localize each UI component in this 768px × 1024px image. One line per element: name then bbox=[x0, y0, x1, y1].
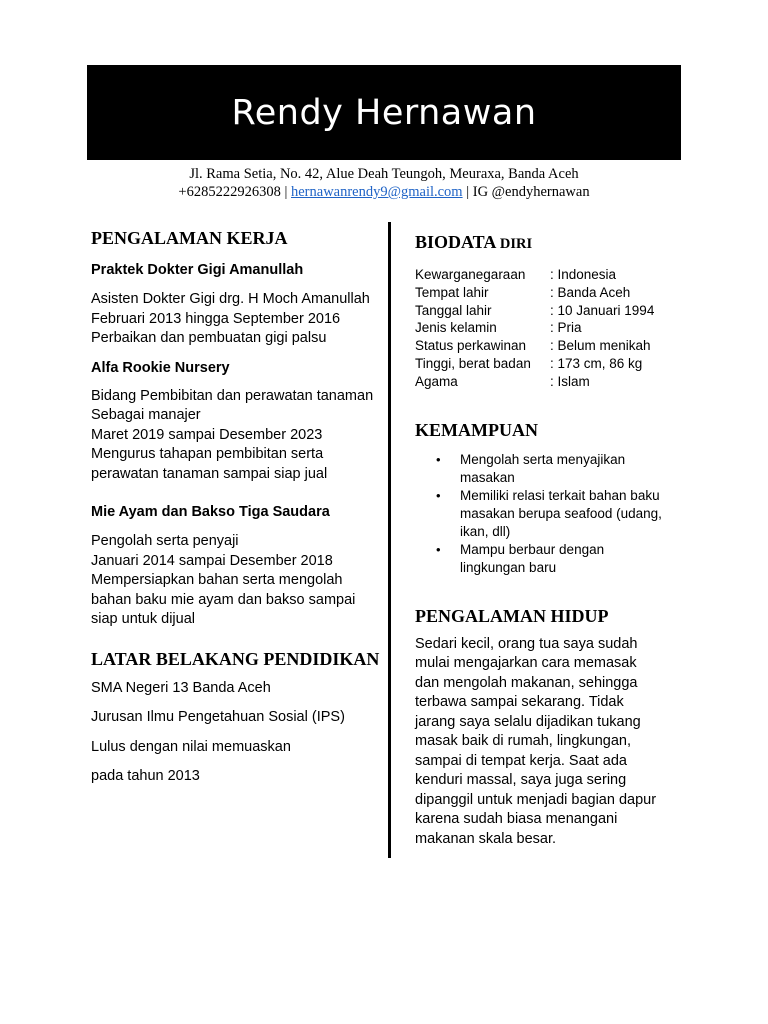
education-line: SMA Negeri 13 Banda Aceh bbox=[91, 679, 271, 696]
bio-value: : Pria bbox=[550, 320, 582, 336]
education-line: Jurusan Ilmu Pengetahuan Sosial (IPS) bbox=[91, 709, 345, 725]
bio-label: Status perkawinan bbox=[415, 338, 527, 354]
phone: +6285222926308 | bbox=[178, 184, 288, 200]
header-bar bbox=[87, 65, 681, 160]
job-line: bahan baku mie ayam dan bakso sampai bbox=[91, 591, 356, 608]
life-line: jarang saya selalu dijadikan tukang bbox=[415, 713, 641, 730]
job-line: perawatan tanaman sampai siap jual bbox=[91, 465, 328, 482]
life-line: karena sudah biasa menangani bbox=[415, 811, 618, 828]
bio-label: Tanggal lahir bbox=[415, 302, 492, 318]
life-line: sampai di tempat kerja. Saat ada bbox=[415, 752, 627, 769]
life-line: masak baik di rumah, lingkungan, bbox=[415, 733, 632, 750]
bio-value: : 10 Januari 1994 bbox=[550, 302, 655, 318]
bullet-icon: • bbox=[436, 541, 441, 557]
bio-table bbox=[415, 266, 677, 391]
bio-row bbox=[415, 319, 677, 337]
contact-line bbox=[87, 183, 681, 201]
job-line: Maret 2019 sampai Desember 2023 bbox=[91, 426, 323, 443]
contact-info bbox=[87, 165, 681, 201]
skill-line: Mengolah serta menyajikan bbox=[460, 451, 626, 467]
bio-value: : Indonesia bbox=[550, 267, 617, 282]
job-entry bbox=[91, 260, 387, 349]
bio-row bbox=[415, 373, 677, 391]
life-line: dipanggil untuk menjadi bagian dapur bbox=[415, 791, 657, 808]
bio-label: Tempat lahir bbox=[415, 284, 489, 300]
skill-line: masakan bbox=[460, 469, 515, 485]
education-line: pada tahun 2013 bbox=[91, 768, 200, 784]
bio-label: Tinggi, berat badan bbox=[415, 355, 531, 371]
job-line: Februari 2013 hingga September 2016 bbox=[91, 310, 341, 327]
list-item bbox=[415, 541, 677, 577]
bio-value: : Belum menikah bbox=[550, 338, 651, 354]
job-line: Pengolah serta penyaji bbox=[91, 533, 239, 549]
bullet-icon: • bbox=[436, 451, 441, 467]
skill-line: Mampu berbaur dengan bbox=[460, 541, 605, 557]
job-line: siap untuk dijual bbox=[91, 611, 195, 627]
job-entry bbox=[91, 358, 387, 485]
job-line: Sebagai manajer bbox=[91, 407, 201, 423]
life-paragraph bbox=[415, 635, 677, 850]
life-line: Sedari kecil, orang tua saya sudah bbox=[415, 635, 638, 652]
right-column bbox=[415, 226, 677, 849]
bio-value: : Banda Aceh bbox=[550, 284, 631, 300]
address: Jl. Rama Setia, No. 42, Alue Deah Teungoh, Meuraxa, Banda Aceh bbox=[189, 166, 579, 182]
column-divider bbox=[388, 222, 391, 858]
life-line: makanan skala besar. bbox=[415, 830, 557, 847]
bio-value: : 173 cm, 86 kg bbox=[550, 355, 643, 371]
bio-row bbox=[415, 302, 677, 320]
bio-label: Agama bbox=[415, 373, 458, 389]
bullet-icon: • bbox=[436, 487, 441, 503]
work-section-title: PENGALAMAN KERJA bbox=[91, 228, 288, 248]
job-title: Praktek Dokter Gigi Amanullah bbox=[91, 262, 304, 278]
education-section-title: LATAR BELAKANG PENDIDIKAN bbox=[91, 648, 380, 669]
skills-section-title: KEMAMPUAN bbox=[415, 419, 538, 440]
life-line: kenduri massal, saya juga sering bbox=[415, 772, 627, 789]
bio-label: Jenis kelamin bbox=[415, 320, 497, 336]
left-column bbox=[91, 226, 387, 787]
list-item bbox=[415, 487, 677, 541]
life-line: mulai mengajarkan cara memasak bbox=[415, 655, 637, 672]
instagram: | IG @endyhernawan bbox=[466, 184, 590, 200]
bio-title-main: BIODATA bbox=[415, 232, 496, 252]
bio-row bbox=[415, 337, 677, 355]
job-line: Perbaikan dan pembuatan gigi palsu bbox=[91, 330, 327, 346]
skill-line: ikan, dll) bbox=[460, 523, 511, 539]
life-line: terbawa sampai sekarang. Tidak bbox=[415, 694, 624, 711]
skill-line: lingkungan baru bbox=[460, 559, 557, 575]
list-item bbox=[415, 451, 677, 487]
bio-row bbox=[415, 284, 677, 302]
bio-row bbox=[415, 355, 677, 373]
bio-value: : Islam bbox=[550, 373, 590, 389]
job-title: Alfa Rookie Nursery bbox=[91, 359, 230, 376]
life-line: dan mengolah makanan, sehingga bbox=[415, 674, 638, 691]
email-link[interactable]: hernawanrendy9@gmail.com bbox=[291, 184, 463, 200]
bio-section-title bbox=[415, 230, 677, 256]
bio-label: Kewarganegaraan bbox=[415, 267, 526, 282]
job-line: Mempersiapkan bahan serta mengolah bbox=[91, 572, 343, 588]
job-title: Mie Ayam dan Bakso Tiga Saudara bbox=[91, 504, 330, 520]
life-section-title: PENGALAMAN HIDUP bbox=[415, 605, 609, 626]
skill-line: Memiliki relasi terkait bahan baku bbox=[460, 487, 660, 503]
skill-line: masakan berupa seafood (udang, bbox=[460, 505, 662, 521]
education-line: Lulus dengan nilai memuaskan bbox=[91, 738, 291, 755]
job-line: Bidang Pembibitan dan perawatan tanaman bbox=[91, 387, 374, 404]
job-line: Asisten Dokter Gigi drg. H Moch Amanullah bbox=[91, 291, 370, 307]
job-entry bbox=[91, 502, 387, 630]
resume-name: Rendy Hernawan bbox=[231, 92, 537, 133]
bio-title-small: DIRI bbox=[499, 236, 533, 252]
bio-row bbox=[415, 266, 677, 284]
job-line: Mengurus tahapan pembibitan serta bbox=[91, 446, 324, 462]
job-line: Januari 2014 sampai Desember 2018 bbox=[91, 552, 333, 569]
skills-list bbox=[415, 451, 677, 577]
